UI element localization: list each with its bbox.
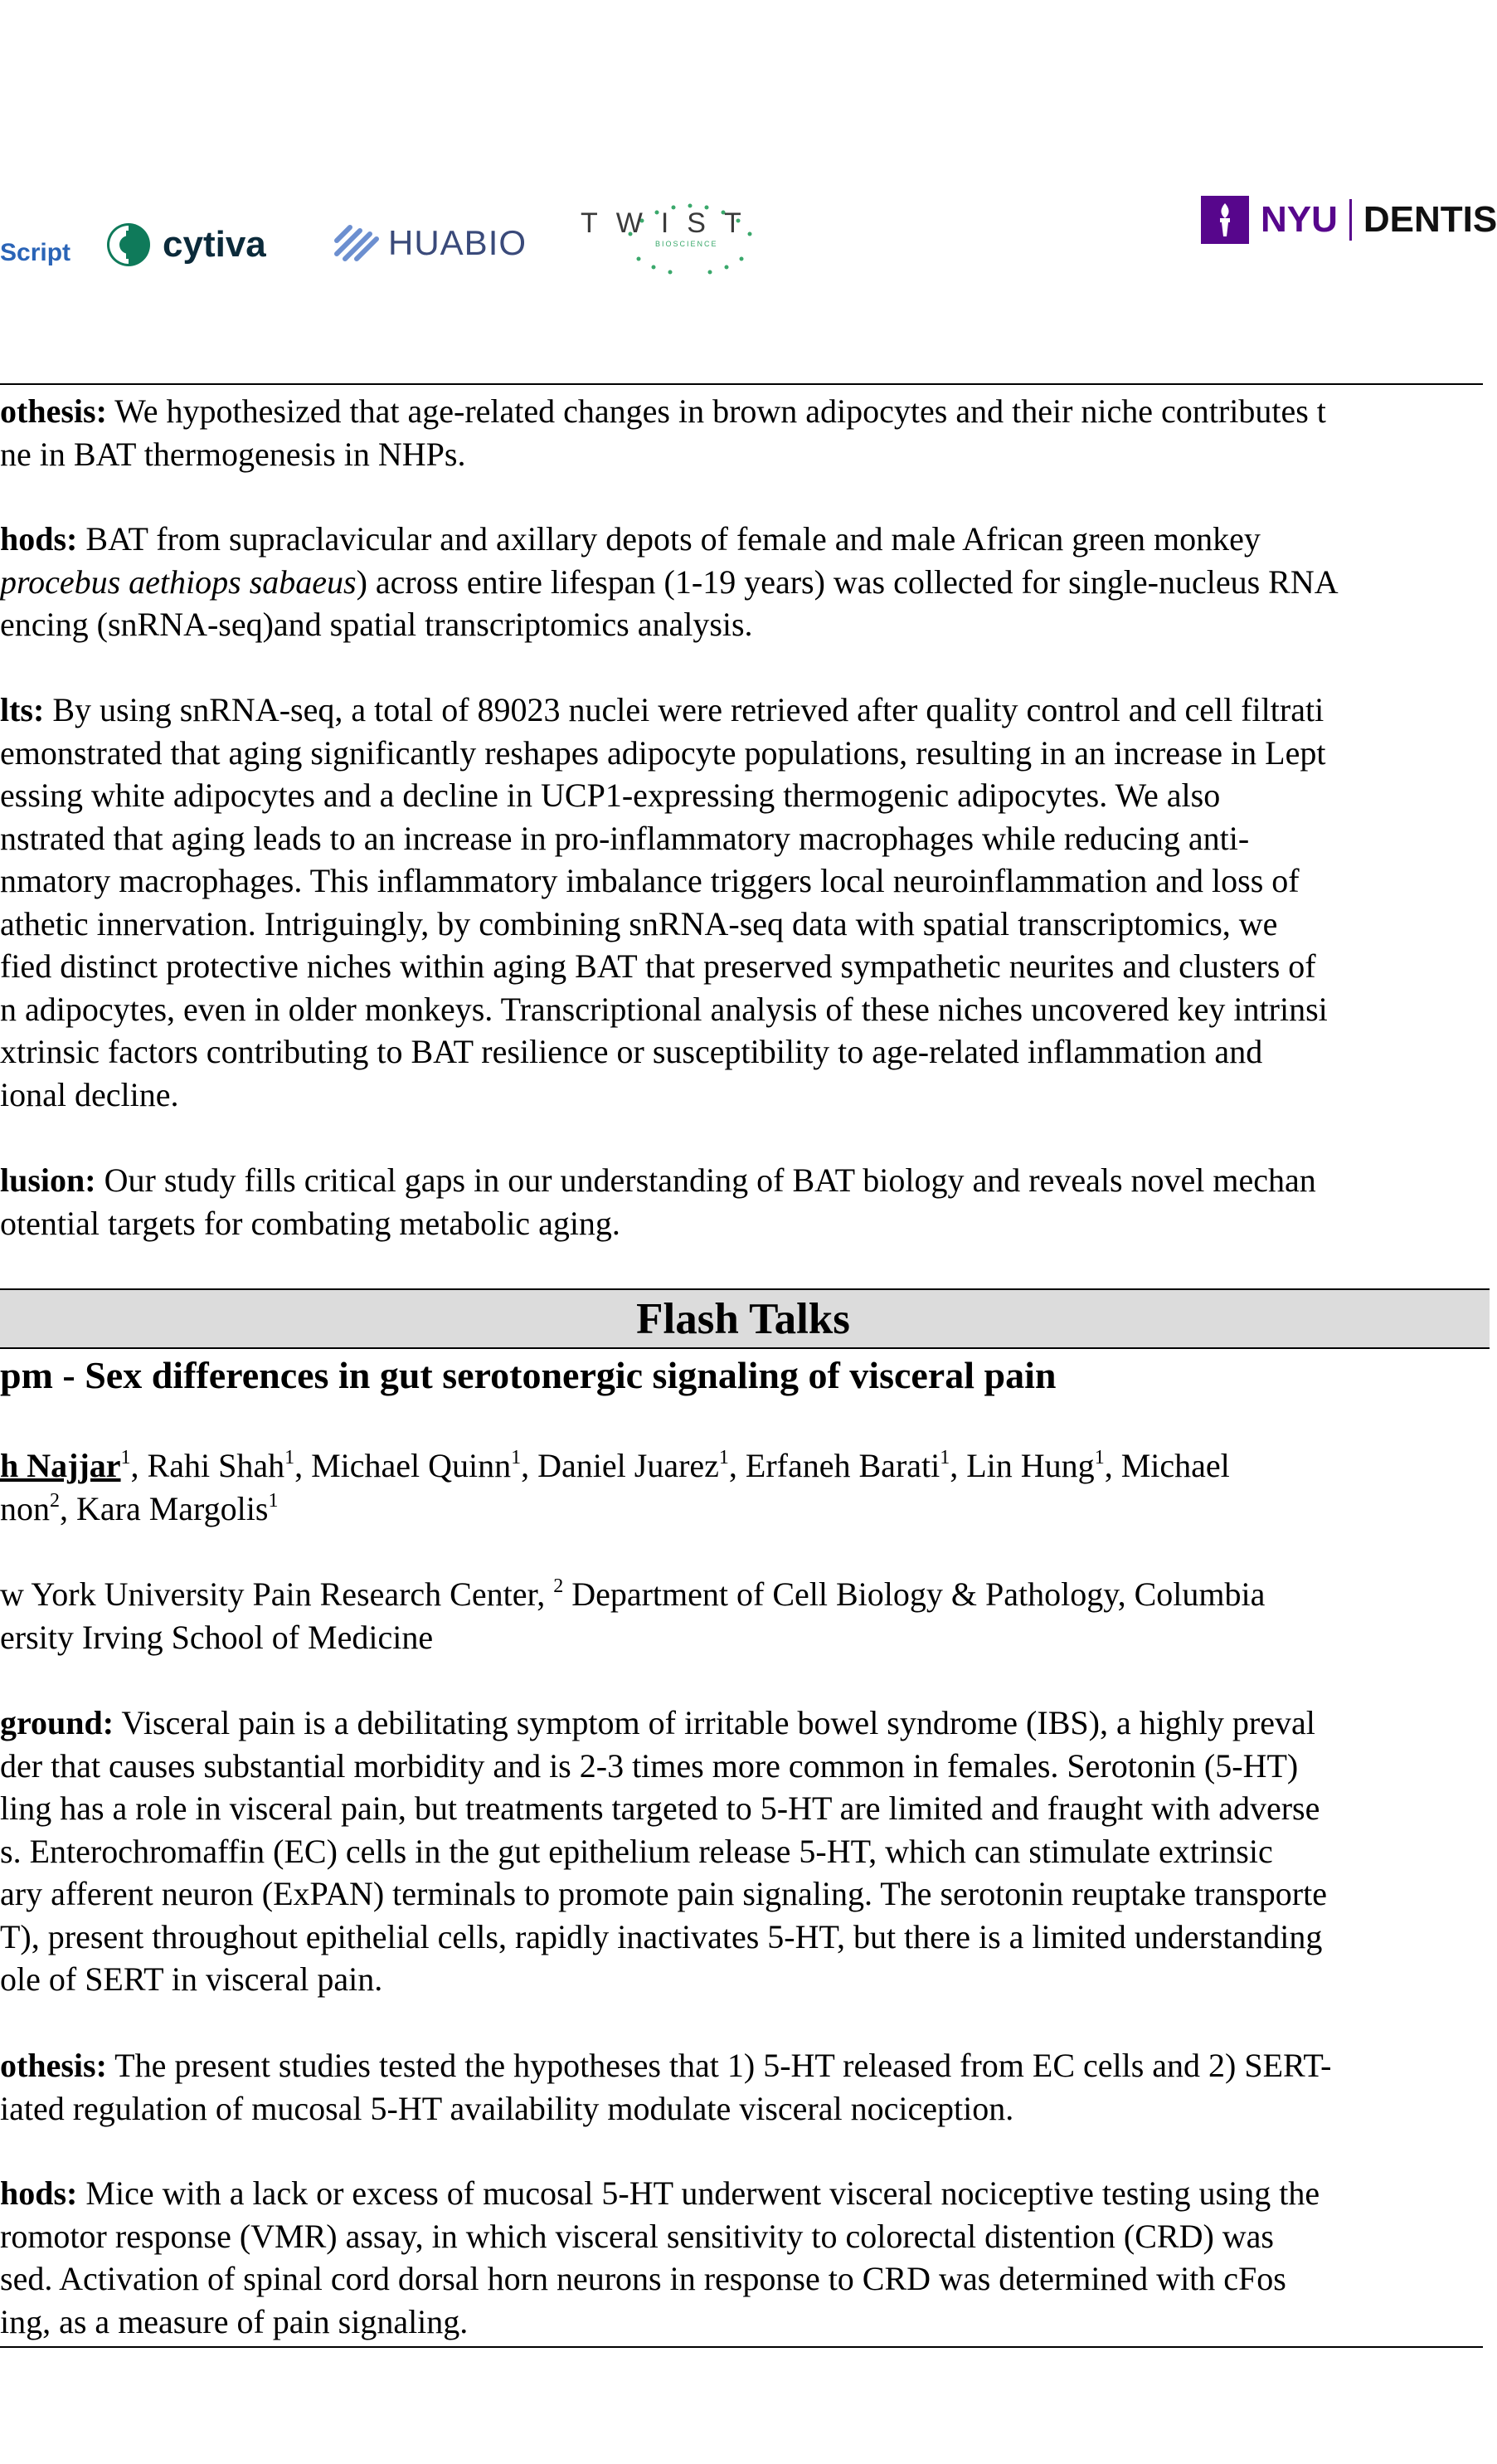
talk-methods [0,2172,1493,2343]
affil-sup: 1 [268,1489,279,1512]
methods-text: BAT from supraclavicular and axillary depots of female and male African green monkey [77,520,1261,558]
results-line: emonstrated that aging significantly reshapes adipocyte populations, resulting in an increase in Lept [0,733,1326,772]
talk-methods-line: ing, as a measure of pain signaling. [0,2302,469,2340]
author-name: , Lin Hung [950,1447,1095,1484]
results-line: xtrinsic factors contributing to BAT resilience or susceptibility to age-related inflammation and [0,1033,1263,1070]
twist-logo [581,207,760,248]
abstract-results [0,689,1493,1116]
author-list [0,1444,1493,1530]
talk-hypothesis-text: The present studies tested the hypotheses that 1) 5-HT released from EC cells and 2) SERT- [106,2047,1332,2084]
huabio-mark-icon [333,222,380,264]
affil-sup: 2 [50,1489,60,1512]
nyu-logo-text: NYU [1261,199,1338,240]
talk-methods-label: hods: [0,2174,78,2212]
cytiva-logo-text: cytiva [163,224,266,265]
author-name: , Michael [1104,1447,1230,1484]
background-text: Visceral pain is a debilitating symptom of irritable bowel syndrome (IBS), a highly preval [114,1704,1315,1741]
script-logo [0,239,70,267]
abstract-methods [0,518,1493,646]
affiliations [0,1573,1493,1658]
talk-hypothesis-label: othesis: [0,2047,107,2084]
results-line: nmatory macrophages. This inflammatory imbalance triggers local neuroinflammation and loss of [0,862,1300,899]
affiliation-1: w York University Pain Research Center, [0,1575,554,1613]
talk-title: pm - Sex differences in gut serotonergic signaling of visceral pain [0,1354,1057,1396]
affiliation-2: Department of Cell Biology & Pathology, Columbia [563,1575,1266,1613]
top-divider [0,383,1483,385]
script-logo-text: Script [0,239,71,266]
results-text: By using snRNA-seq, a total of 89023 nuclei were retrieved after quality control and cell filtrati [44,691,1324,728]
author-name: , Rahi Shah [130,1447,285,1484]
sponsor-logos [0,191,1497,307]
talk-methods-line: romotor response (VMR) assay, in which visceral sensitivity to colorectal distention (CRD) was [0,2217,1274,2255]
talk-hypothesis-text-cont: iated regulation of mucosal 5-HT availability modulate visceral nociception. [0,2089,1014,2127]
results-label: lts: [0,691,45,728]
methods-text-cont: ) across entire lifespan (1-19 years) was collected for single-nucleus RNA [356,562,1339,601]
abstract-conclusion [0,1159,1493,1244]
methods-text-end: encing (snRNA-seq)and spatial transcriptomics analysis. [0,606,753,643]
species-name: procebus aethiops sabaeus [0,562,357,601]
section-banner [0,1288,1490,1349]
background-line: der that causes substantial morbidity and is 2-3 times more common in females. Serotonin (5-HT) [0,1746,1299,1785]
talk-hypothesis [0,2044,1493,2130]
affil-sup: 1 [120,1447,131,1468]
twist-logo-text: TWIST [581,207,760,239]
results-line: n adipocytes, even in older monkeys. Transcriptional analysis of these niches uncovered key intrinsi [0,990,1328,1028]
huabio-logo-text: HUABIO [388,223,527,262]
results-line: nstrated that aging leads to an increase in pro-inflammatory macrophages while reducing anti- [0,819,1250,857]
author-name: , Daniel Juarez [521,1447,719,1484]
talk-methods-text: Mice with a lack or excess of mucosal 5-HT underwent visceral nociceptive testing using the [77,2174,1320,2212]
background-line: ole of SERT in visceral pain. [0,1960,383,1998]
affil-sup: 1 [940,1447,950,1468]
background-label: ground: [0,1704,114,1741]
conclusion-text: Our study fills critical gaps in our understanding of BAT biology and reveals novel mechan [95,1161,1316,1199]
presenting-author: h Najjar [0,1447,121,1484]
methods-label: hods: [0,520,78,558]
conclusion-text-cont: otential targets for combating metabolic aging. [0,1204,620,1242]
hypothesis-text: We hypothesized that age-related changes in brown adipocytes and their niche contributes t [106,392,1326,430]
author-name: , Erfaneh Barati [728,1447,940,1484]
background-line: s. Enterochromaffin (EC) cells in the gut epithelium release 5-HT, which can stimulate extrinsic [0,1832,1273,1870]
cytiva-mark-icon [104,221,153,269]
affil-sup: 1 [1094,1447,1105,1468]
results-line: fied distinct protective niches within aging BAT that preserved sympathetic neurites and clusters of [0,947,1316,985]
twist-logo-subtext: BIOSCIENCE [655,240,718,248]
nyu-dentistry-logo [1201,196,1497,244]
nyu-torch-icon [1201,196,1249,244]
abstract-hypothesis [0,390,1493,475]
nyu-logo-divider [1349,199,1352,241]
section-banner-title: Flash Talks [636,1294,850,1343]
results-line: ional decline. [0,1075,179,1113]
author-name: , Michael Quinn [294,1447,512,1484]
author-name: , Kara Margolis [60,1489,269,1527]
conclusion-label: lusion: [0,1161,96,1199]
affil-sup: 2 [553,1575,564,1597]
background-line: T), present throughout epithelial cells, rapidly inactivates 5-HT, but there is a limited understanding [0,1917,1323,1955]
author-name: non [0,1489,50,1527]
results-line: athetic innervation. Intriguingly, by combining snRNA-seq data with spatial transcriptomics, we [0,904,1278,942]
cytiva-logo [104,221,266,269]
affil-sup: 1 [284,1447,295,1468]
results-line: essing white adipocytes and a decline in UCP1-expressing thermogenic adipocytes. We also [0,777,1221,814]
background-line: ary afferent neuron (ExPAN) terminals to promote pain signaling. The serotonin reuptake transporte [0,1875,1327,1912]
nyu-division-text: DENTIS [1363,199,1497,240]
bottom-divider [0,2346,1483,2348]
affil-sup: 1 [511,1447,522,1468]
hypothesis-label: othesis: [0,392,107,430]
background-line: ling has a role in visceral pain, but treatments targeted to 5-HT are limited and fraught with adverse [0,1790,1320,1827]
talk-background [0,1702,1493,2001]
affiliation-2-cont: ersity Irving School of Medicine [0,1618,434,1656]
huabio-logo [333,222,527,264]
affil-sup: 1 [718,1447,729,1468]
talk-methods-line: sed. Activation of spinal cord dorsal horn neurons in response to CRD was determined with cFos [0,2260,1286,2297]
hypothesis-text-cont: ne in BAT thermogenesis in NHPs. [0,435,466,473]
